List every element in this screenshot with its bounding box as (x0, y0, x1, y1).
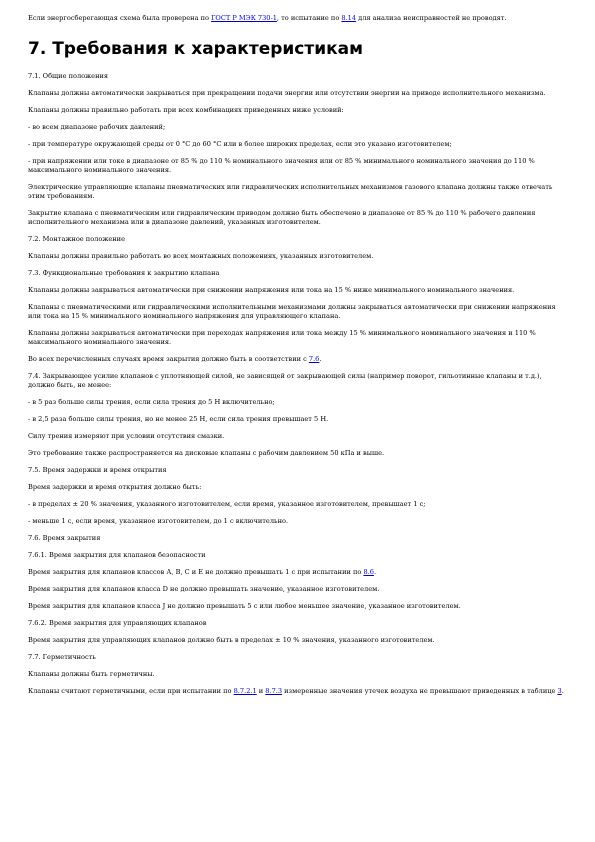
list-item: - меньше 1 с, если время, указанное изготовителем, до 1 с включительно. (28, 517, 289, 525)
text: и (256, 687, 266, 695)
text: . (561, 687, 564, 695)
heading-7-2: 7.2. Монтажное положение (28, 235, 125, 243)
paragraph: Это требование также распространяется на дисковые клапаны с рабочим давлением 50 кПа и выше. (28, 449, 385, 457)
intro-text: Если энергосберегающая схема была проверена по (28, 14, 212, 22)
paragraph-7-4: 7.4. Закрывающее усилие клапанов с уплотняющей силой, не зависящей от закрывающей силы (например поворот, гильотинные клапаны и т.д.), должно быть, не менее: (28, 372, 542, 389)
paragraph (28, 355, 568, 364)
heading-7-6: 7.6. Время закрытия (28, 534, 101, 542)
link-8-7-2-1[interactable]: 8.7.2.1 (233, 687, 257, 695)
paragraph: Время закрытия для клапанов класса J не должно превышать 5 с или любое меньшее значение, указанное изготовителем. (28, 602, 461, 610)
text: измеренные значения утечек воздуха не превышают приведенных в таблице (282, 687, 558, 695)
heading-7-1: 7.1. Общие положения (28, 72, 109, 80)
text: Клапаны считают герметичными, если при испытании по (28, 687, 234, 695)
link-8-14[interactable]: 8.14 (341, 14, 357, 22)
paragraph: Время задержки и время открытия должно быть: (28, 483, 202, 491)
paragraph: Время закрытия для управляющих клапанов должно быть в пределах ± 10 % значения, указанного изготовителем. (28, 636, 435, 644)
list-item: - во всем диапазоне рабочих давлений; (28, 123, 166, 131)
heading-7-3: 7.3. Функциональные требования к закрытию клапана (28, 269, 220, 277)
paragraph: Силу трения измеряют при условии отсутствия смазки. (28, 432, 225, 440)
paragraph: Клапаны должны автоматически закрываться при прекращении подачи энергии или отсутствии энергии на приводе исполнительного механизма. (28, 89, 546, 97)
heading-7-7: 7.7. Герметичность (28, 653, 96, 661)
subheading-7-6-2: 7.6.2. Время закрытия для управляющих клапанов (28, 619, 207, 627)
list-item: - в 5 раз больше силы трения, если сила трения до 5 Н включительно; (28, 398, 275, 406)
paragraph: Клапаны должны правильно работать при всех комбинациях приведенных ниже условий: (28, 106, 344, 114)
list-item: - в 2,5 раза больше силы трения, но не менее 25 Н, если сила трения превышает 5 Н. (28, 415, 329, 423)
heading-7-5: 7.5. Время задержки и время открытия (28, 466, 167, 474)
text: . (373, 568, 377, 576)
list-item: - в пределах ± 20 % значения, указанного изготовителем, если время, указанное изготовителем, превышает 1 с; (28, 500, 426, 508)
intro-paragraph (28, 14, 568, 23)
text: . (319, 355, 322, 363)
paragraph (28, 568, 568, 577)
list-item: - при напряжении или токе в диапазоне от 85 % до 110 % номинального значения или от 85 % минимального номинального значения до 110 % максимального номинального значения. (28, 157, 535, 174)
document-page (28, 14, 568, 696)
paragraph: Клапаны должны правильно работать во всех монтажных положениях, указанных изготовителем. (28, 252, 374, 260)
paragraph: Клапаны должны закрываться автоматически при снижении напряжения или тока на 15 % ниже минимального номинального значения. (28, 286, 515, 294)
intro-text-3: для анализа неисправностей не проводят. (356, 14, 507, 22)
link-7-6[interactable]: 7.6 (308, 355, 320, 363)
paragraph: Электрические управляющие клапаны пневматических или гидравлических исполнительных механизмов газового клапана должны также отвечать этим требованиям. (28, 183, 553, 200)
link-table-3[interactable]: 3 (557, 687, 562, 695)
list-item: - при температуре окружающей среды от 0 °С до 60 °С или в более широких пределах, если это указано изготовителем; (28, 140, 452, 148)
paragraph: Клапаны должны закрываться автоматически при переходах напряжения или тока между 15 % минимального номинального значения и 110 % максимального номинального значения. (28, 329, 536, 346)
section-title: 7. Требования к характеристикам (28, 39, 364, 59)
subheading-7-6-1: 7.6.1. Время закрытия для клапанов безопасности (28, 551, 206, 559)
paragraph (28, 687, 568, 696)
gost-link[interactable]: ГОСТ Р МЭК 730-1 (211, 14, 277, 22)
intro-text-2: , то испытание по (276, 14, 342, 22)
link-8-7-3[interactable]: 8.7.3 (265, 687, 283, 695)
paragraph: Время закрытия для клапанов класса D не должно превышать значение, указанное изготовителем. (28, 585, 380, 593)
text: Во всех перечисленных случаях время закрытия должно быть в соответствии с (28, 355, 309, 363)
paragraph: Клапаны должны быть герметичны. (28, 670, 155, 678)
text: Время закрытия для клапанов классов А, В, С и Е не должно превышать 1 с при испытании по (28, 568, 364, 576)
link-8-6[interactable]: 8.6 (363, 568, 374, 576)
paragraph: Закрытие клапана с пневматическим или гидравлическим приводом должно быть обеспечено в диапазоне от 85 % до 110 % рабочего давления исполнительного механизма или в диапазоне давлений, указанных изготовителем. (28, 209, 536, 226)
paragraph: Клапаны с пневматическими или гидравлическими исполнительными механизмами должны закрываться автоматически при снижении напряжения или тока на 15 % минимального номинального напряжения для управляющего клапана. (28, 303, 556, 320)
